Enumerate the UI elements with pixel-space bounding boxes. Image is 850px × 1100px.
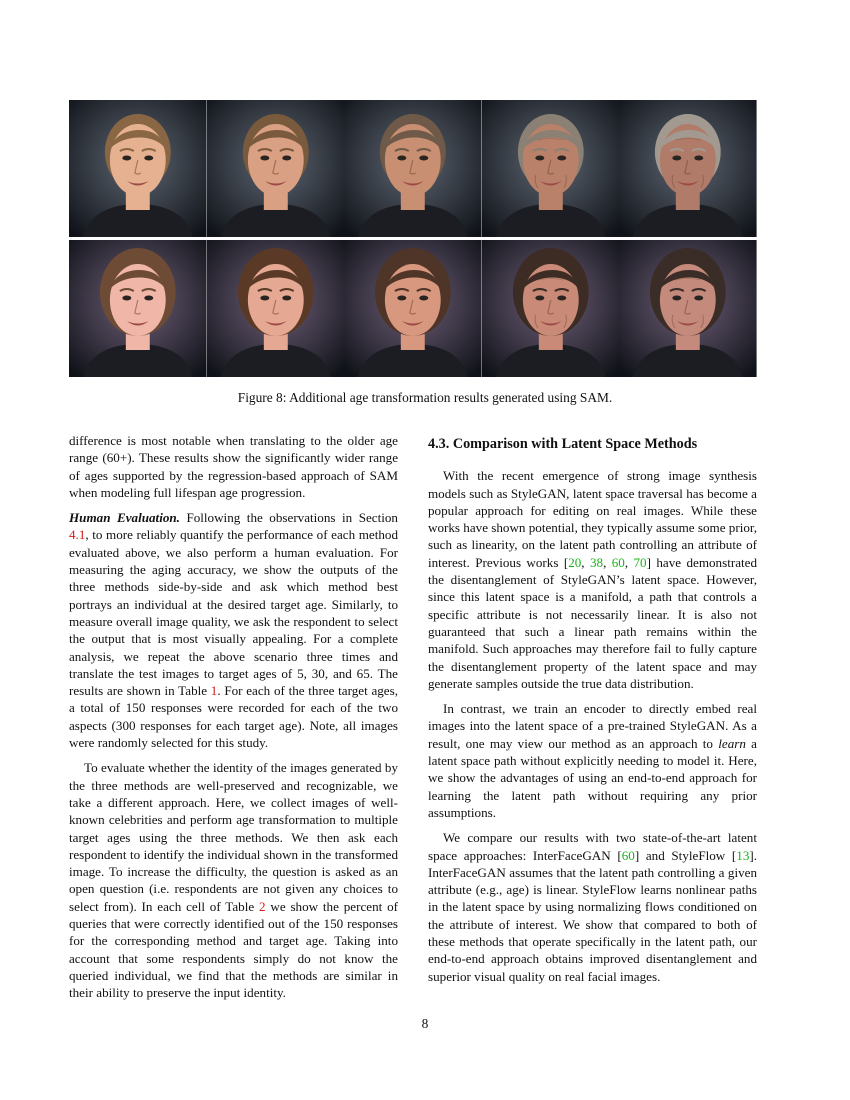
face-image xyxy=(344,240,482,377)
table-link[interactable]: 2 xyxy=(259,898,266,914)
text-span: ] and StyleFlow [ xyxy=(634,847,737,863)
figure-row-2 xyxy=(69,240,757,377)
run-in-heading: Human Evaluation. xyxy=(69,510,180,526)
eye xyxy=(122,156,131,161)
citation-link[interactable]: 13 xyxy=(736,847,750,863)
left-column xyxy=(69,432,398,1010)
figure-row-1 xyxy=(69,100,757,237)
face-image xyxy=(619,240,757,377)
text-span: We compare our results with two state-of-the-art latent space approaches: InterFaceGAN [ xyxy=(428,830,757,863)
eye xyxy=(673,156,682,161)
eye xyxy=(260,156,269,161)
text-span: In contrast, we train an encoder to directly embed real images into the latent space of a pre-trained StyleGAN. As a result, one may view our method as an approach to xyxy=(428,701,757,751)
eye xyxy=(398,296,407,301)
face-image xyxy=(69,100,207,237)
age-transformation-figure xyxy=(69,100,757,377)
face-image xyxy=(207,240,345,377)
eye xyxy=(695,296,704,301)
text-span: ]. InterFaceGAN assumes that the latent path controlling a given attribute (e.g., age) is linear. StyleFlow learns nonlinear paths in the latent space by using normalizing flows conditioned on the attribute of interest. We show that compared to both of these methods that operate specifically in the latent path, our end-to-end approach obtains improved disentanglement and superior visual quality on real facial images. xyxy=(428,847,757,984)
text-span: . For each of the three target ages, a total of 150 responses were recorded for each of the two aspects (300 responses for each target age). Note, all images were randomly selected for this study. xyxy=(69,683,398,751)
citation-link[interactable]: 38 xyxy=(589,554,604,570)
paragraph: With the recent emergence of strong image synthesis models such as StyleGAN, latent space traversal has become a popular approach for editing on real images. While these works have shown potential, they typically assume some prior, such as linearity, on the latent path controlling an attribute of interest. Previous works [20, 38, 60, 70] have demonstrated the disentanglement of StyleGAN’s latent space. However, since this latent space is a manifold, a path that controls a specific attribute is not necessarily linear. It is also not guaranteed that such a linear path remains within the manifold. Such approaches may therefore fail to fully capture the disentanglement property of the latent space and may generate samples outside the true data distribution. xyxy=(428,468,758,691)
paragraph-identity xyxy=(69,759,398,1001)
paragraph: difference is most notable when translating to the older age range (60+). These results show the significantly wider range of ages supported by the regression-based approach of SAM when modeling full lifespan age progression. xyxy=(69,433,398,500)
text-span: ] have demonstrated the disentanglement of StyleGAN’s latent space. However, since this latent space is a manifold, a path that controls a specific attribute is not necessarily linear. It is also not guaranteed that such a linear path remains within the manifold. Such approaches may therefore fail to fully capture the disentanglement property of the latent space and may generate samples outside the true data distribution. xyxy=(428,554,758,691)
section-heading: 4.3. Comparison with Latent Space Methods xyxy=(428,436,698,452)
paragraph xyxy=(428,829,757,985)
eye xyxy=(535,296,544,301)
eye xyxy=(557,156,566,161)
table-link[interactable]: 1 xyxy=(210,683,218,699)
figure-caption: Figure 8: Additional age transformation results generated using SAM. xyxy=(237,390,613,405)
eye xyxy=(419,296,428,301)
eye xyxy=(282,296,291,301)
eye xyxy=(282,156,291,161)
emphasis: learn xyxy=(718,735,746,751)
eye xyxy=(398,156,407,161)
face-image xyxy=(619,100,757,237)
eye xyxy=(535,156,544,161)
text-span: With the recent emergence of strong image synthesis models such as StyleGAN, latent space traversal has become a popular approach for editing on real images. While these works have shown potential, they typically assume some prior, such as linearity, on the latent path controlling an attribute of interest. Previous works [ xyxy=(428,468,757,570)
face-image xyxy=(207,100,345,237)
section-link[interactable]: 4.1 xyxy=(69,527,86,543)
face-image xyxy=(69,240,207,377)
text-span: we show the percent of queries that were correctly identified out of the 150 responses for the corresponding method and target age. Taking into account that some respondents simply do not know the queried individual, we find that the methods are similar in their ability to preserve the input identity. xyxy=(69,898,398,1001)
right-column xyxy=(428,432,757,993)
citation-link[interactable]: 70 xyxy=(633,554,647,570)
text-span: , to more reliably quantify the performance of each method evaluated above, we also perform a human evaluation. For measuring the aging accuracy, we show the outputs of the three methods side-by-side and ask which method best portrays an individual at the desired target age. Similarly, to measure overall image quality, we ask the respondent to select the output that is most visually appealing. For a complete analysis, we repeat the above scenario three times and translate the test images to target ages of 5, 30, and 65. The results are shown in Table xyxy=(69,527,398,699)
citation-link[interactable]: 60 xyxy=(611,554,625,570)
face-image xyxy=(482,240,620,377)
text-span: To evaluate whether the identity of the images generated by the three methods are well-preserved and recognizable, we take a different approach. Here, we collect images of well-known celebrities and perform age transformation to multiple target ages using the three methods. We then ask each respondent to identify the individual shown in the transformed image. To increase the difficulty, the question is asked as an open question (i.e. respondents are not given any choices to select from). In each cell of Table xyxy=(69,760,398,914)
face-image xyxy=(344,100,482,237)
face-image xyxy=(482,100,620,237)
text-span: Following the observations in Section xyxy=(179,510,398,526)
citation-link[interactable]: 60 xyxy=(621,847,635,863)
eye xyxy=(144,156,153,161)
paragraph-human-evaluation xyxy=(69,509,398,751)
eye xyxy=(122,296,131,301)
eye xyxy=(144,296,153,301)
eye xyxy=(695,156,704,161)
citation-link[interactable]: 20 xyxy=(568,554,582,570)
eye xyxy=(419,156,428,161)
text-span: a latent space path without explicitly needing to model it. Here, we show the advantages of using an end-to-end approach for learning the latent path without requiring any prior assumptions. xyxy=(428,735,757,820)
page-number: 8 xyxy=(421,1016,429,1031)
eye xyxy=(557,296,566,301)
eye xyxy=(260,296,269,301)
paragraph xyxy=(428,700,757,821)
eye xyxy=(673,296,682,301)
